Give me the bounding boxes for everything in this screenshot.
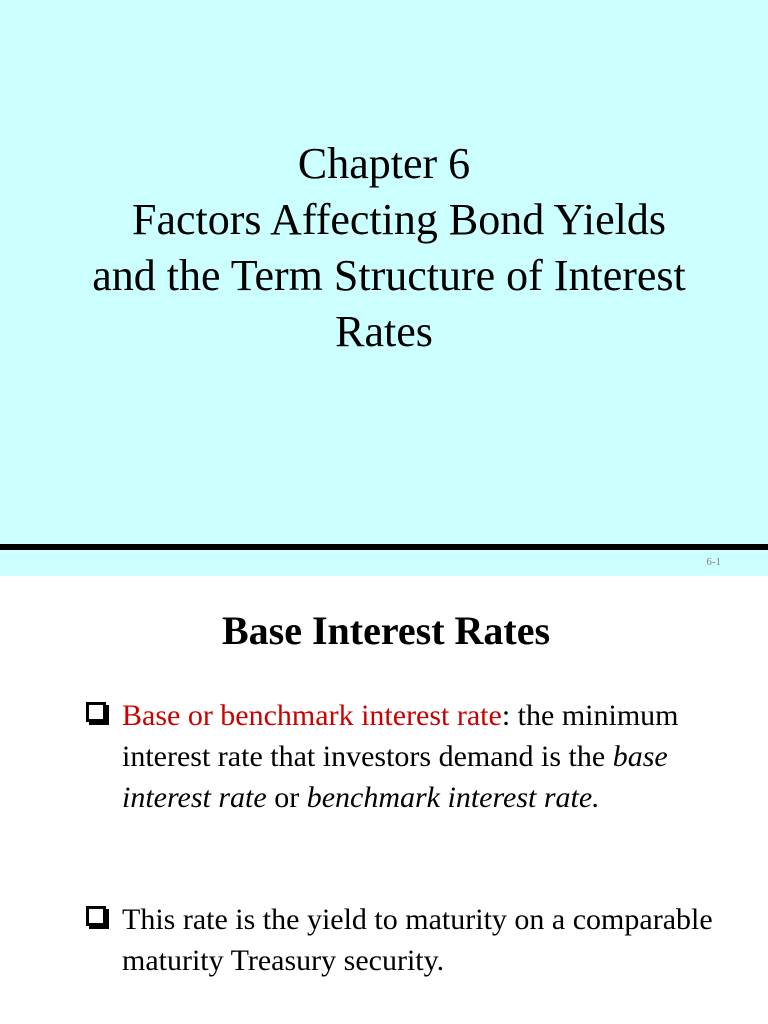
bullet-connector: or bbox=[266, 781, 307, 814]
bullet-definition: : the minimum interest rate that investors demand is the bbox=[122, 699, 679, 773]
bullet-item-yield bbox=[86, 899, 746, 981]
slide-footer-band bbox=[0, 550, 768, 576]
bullet-term: Base or benchmark interest rate bbox=[122, 699, 502, 732]
bullet-item-base-rate bbox=[86, 695, 746, 818]
title-line-rates: Rates bbox=[335, 307, 433, 356]
bullet-text: This rate is the yield to maturity on a comparable maturity Treasury security. bbox=[122, 903, 713, 977]
square-bullet-icon bbox=[86, 906, 106, 926]
slide-number: 6-1 bbox=[706, 556, 721, 568]
slide-title bbox=[0, 136, 768, 360]
italic-term-benchmark: benchmark interest rate. bbox=[306, 781, 600, 814]
title-line-factors: Factors Affecting Bond Yields bbox=[131, 195, 667, 244]
title-line-chapter: Chapter 6 bbox=[297, 139, 471, 188]
italic-term-base: base interest rate bbox=[122, 740, 668, 814]
section-title: Base Interest Rates bbox=[221, 608, 551, 653]
title-line-term-structure: and the Term Structure of Interest bbox=[92, 251, 686, 300]
square-bullet-icon bbox=[86, 702, 106, 722]
bullet-text bbox=[86, 695, 746, 818]
